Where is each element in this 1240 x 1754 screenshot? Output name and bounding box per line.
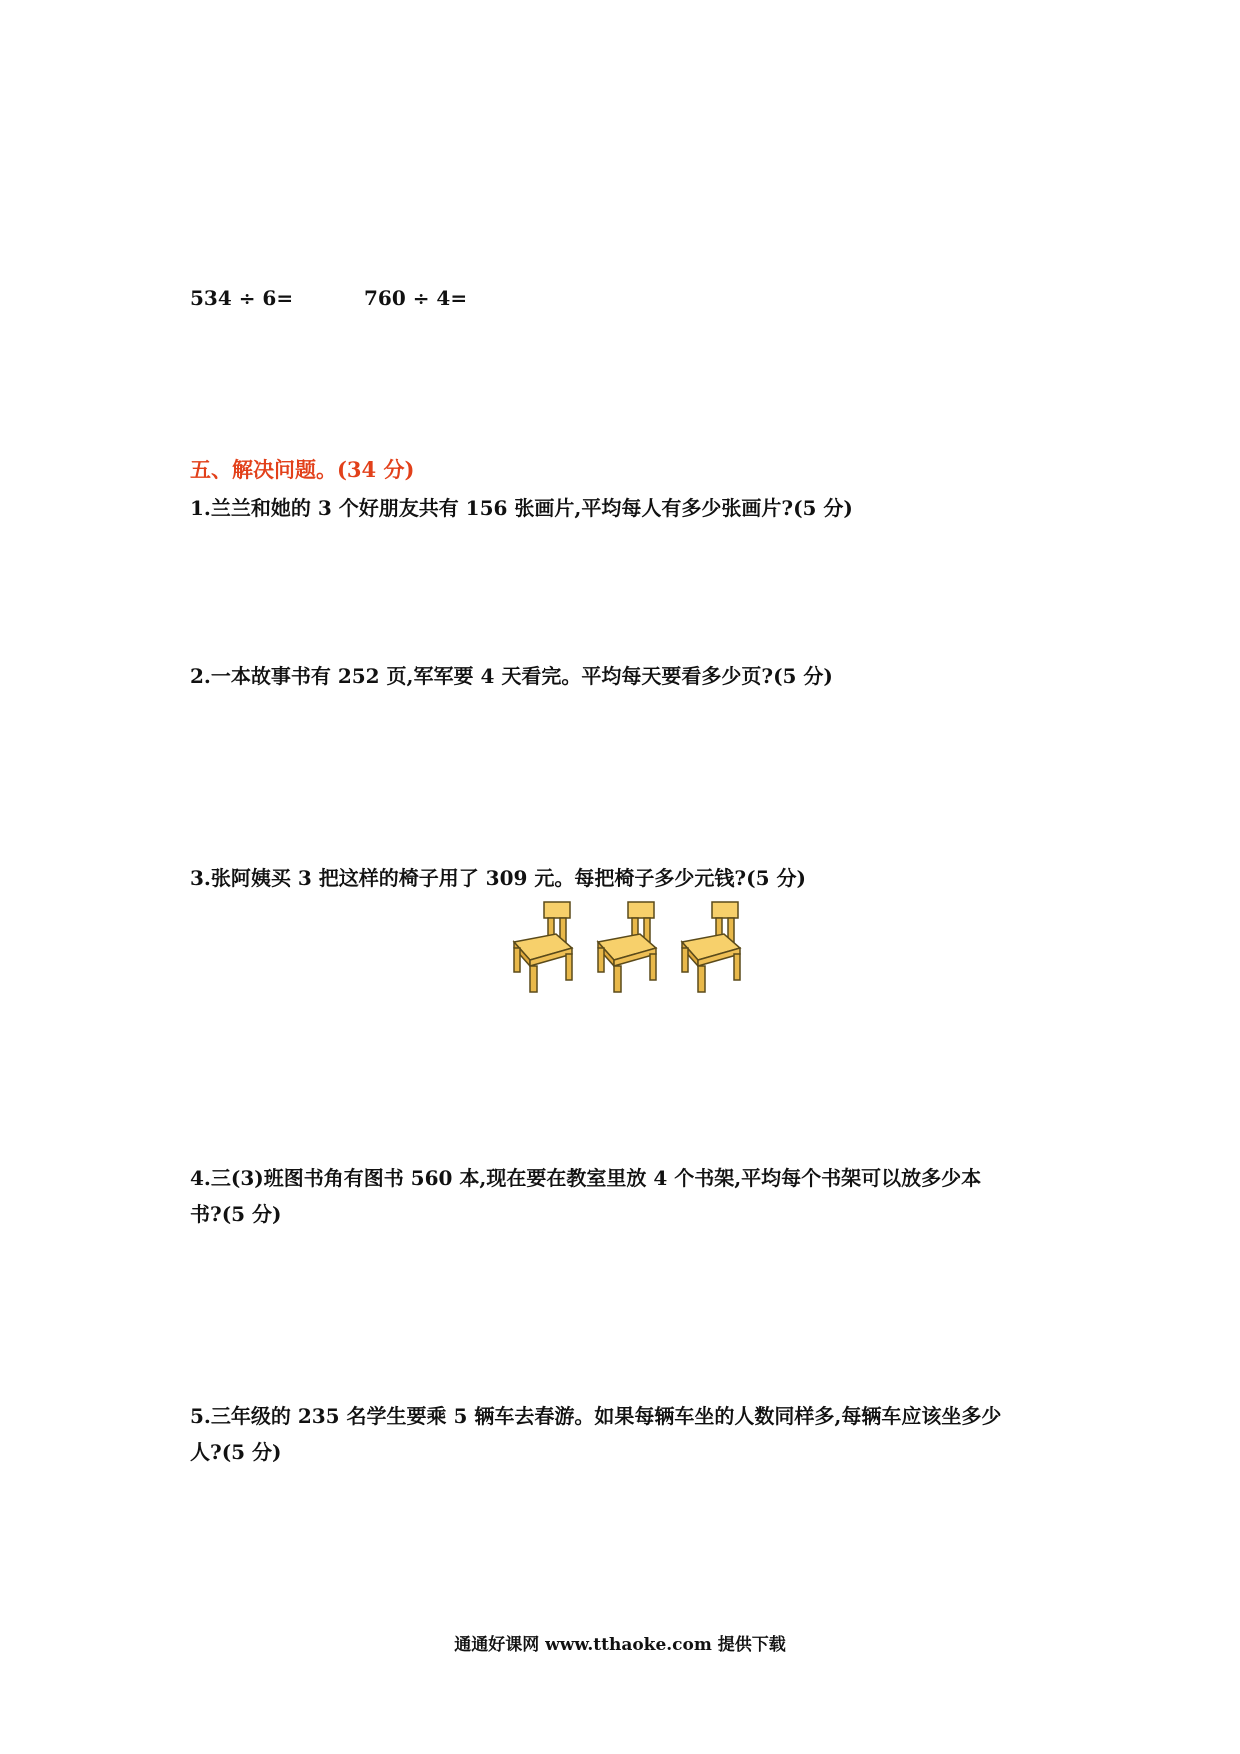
problem-4-line-2: 书?(5 分) (190, 1202, 282, 1226)
problem-5-line-1: 5.三年级的 235 名学生要乘 5 辆车去春游。如果每辆车坐的人数同样多,每辆车应该坐多少 (190, 1404, 1002, 1428)
chair-icon (598, 902, 656, 992)
problem-5-line-2: 人?(5 分) (190, 1440, 282, 1464)
section-title: 五、解决问题。(34 分) (190, 457, 415, 482)
problem-1-line-1: 1.兰兰和她的 3 个好朋友共有 156 张画片,平均每人有多少张画片?(5 分) (190, 496, 853, 520)
chair-icon (514, 902, 572, 992)
problem-3-line-1: 3.张阿姨买 3 把这样的椅子用了 309 元。每把椅子多少元钱?(5 分) (190, 866, 806, 890)
chair-icon (682, 902, 740, 992)
calc-760-div-4: 760 ÷ 4= (364, 286, 468, 310)
calc-534-div-6: 534 ÷ 6= (190, 286, 294, 310)
problem-4-line-1: 4.三(3)班图书角有图书 560 本,现在要在教室里放 4 个书架,平均每个书架可以放多少本 (190, 1166, 982, 1190)
chairs-illustration (496, 898, 756, 998)
problem-2-line-1: 2.一本故事书有 252 页,军军要 4 天看完。平均每天要看多少页?(5 分) (190, 664, 833, 688)
footer-source: 通通好课网 www.tthaoke.com 提供下载 (454, 1635, 786, 1655)
